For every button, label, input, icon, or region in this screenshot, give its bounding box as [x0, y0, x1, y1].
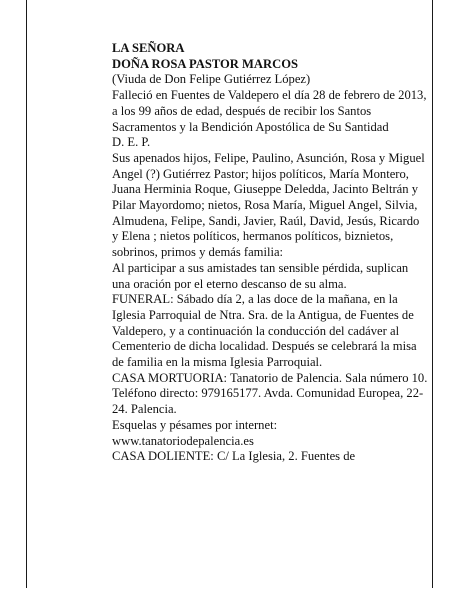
condolences-url: www.tanatoriodepalencia.es — [112, 433, 254, 448]
mortuary-paragraph: CASA MORTUORIA: Tanatorio de Palencia. Sala número 10. Teléfono directo: 979165177. Avda. Comunidad Europea, 22-24. Palencia. — [112, 370, 428, 417]
widow-of-line: (Viuda de Don Felipe Gutiérrez López) — [112, 72, 311, 87]
right-border-line — [432, 0, 433, 588]
notice-title: LA SEÑORA — [112, 41, 185, 55]
mourning-house-paragraph: CASA DOLIENTE: C/ La Iglesia, 2. Fuentes de — [112, 449, 356, 464]
condolences-label: Esquelas y pésames por internet: — [112, 417, 278, 432]
prayer-paragraph: Al participar a sus amistades tan sensible pérdida, suplican una oración por el eterno descanso de su alma. — [112, 260, 409, 291]
family-paragraph: Sus apenados hijos, Felipe, Paulino, Asunción, Rosa y Miguel Angel (?) Gutiérrez Pastor; hijos políticos, María Montero, Juana Herminia Roque, Giuseppe Deledda, Jacinto Beltrán y Pilar Mayordomo; nietos, Rosa María, Miguel Angel, Silvia, Almudena, Felipe, Sandi, Javier, Raúl, David, Jesús, Ricardo y Elena ; nietos políticos, hermanos políticos, biznietos, sobrinos, primos y demás familia: — [112, 150, 425, 260]
death-paragraph: Falleció en Fuentes de Valdepero el día 28 de febrero de 2013, a los 99 años de edad, después de recibir los Santos Sacramentos y la Bendición Apostólica de Su Santidad — [112, 88, 427, 134]
deceased-name: DOÑA ROSA PASTOR MARCOS — [112, 56, 299, 71]
obituary-notice — [112, 41, 428, 465]
funeral-paragraph: FUNERAL: Sábado día 2, a las doce de la mañana, en la Iglesia Parroquial de Ntra. Sra. de la Antigua, de Fuentes de Valdepero, y a continuación la conducción del cadáver al Cementerio de dicha localidad. Después se celebrará la misa de familia en la misma Iglesia Parroquial. — [112, 292, 417, 370]
rip-line: D. E. P. — [112, 135, 151, 150]
left-border-line — [26, 0, 27, 588]
